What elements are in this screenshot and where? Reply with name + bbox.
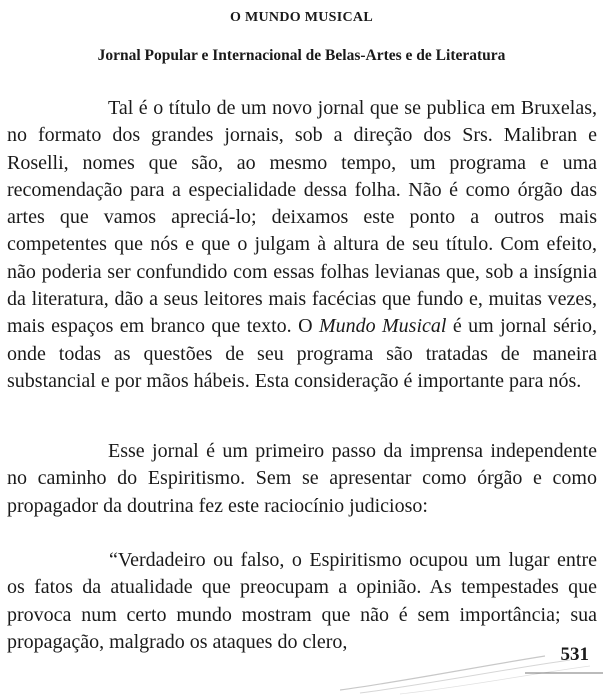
page-subtitle: Jornal Popular e Internacional de Belas-Artes e de Literatura [97,47,506,64]
paragraph-1-text-a: Tal é o título de um novo jornal que se publica em Bruxelas, no formato dos grandes jornais, sob a direção dos Srs. Malibran e Roselli, nomes que são, ao mesmo tempo, um programa e uma recomendação para a especialidade dessa folha. Não é como órgão das artes que vamos apreciá-lo; deixamos este ponto a outros mais competentes que nós e que o julgam à altura de seu título. Com efeito, não poderia ser confundido com essas folhas levianas que, sob a insígnia da literatura, dão a seus leitores mais facécias que fundo e, muitas vezes, mais espaços em branco que texto. O [7,97,597,338]
paragraph-1-italic-title: Mundo Musical [318,315,447,338]
paragraph-1 [7,95,597,395]
page-number: 531 [560,644,589,665]
paragraph-2-text: Esse jornal é um primeiro passo da imprensa independente no caminho do Espiritismo. Sem se apresentar como órgão e como propagador da doutrina fez este raciocínio judicioso: [7,440,597,517]
paragraph-1-text-b: é um jornal sério, onde todas as questões de seu programa são tratadas de maneira substancial e por mãos hábeis. Esta consideração é importante para nós. [7,315,597,392]
paragraph-2 [7,438,597,520]
paragraph-3-text: “Verdadeiro ou falso, o Espiritismo ocupou um lugar entre os fatos da atualidade que preocupam a opinião. As tempestades que provoca num certo mundo mostram que não é sem importância; sua propagação, malgrado os ataques do clero, [7,549,597,653]
page-title: O MUNDO MUSICAL [230,10,373,25]
